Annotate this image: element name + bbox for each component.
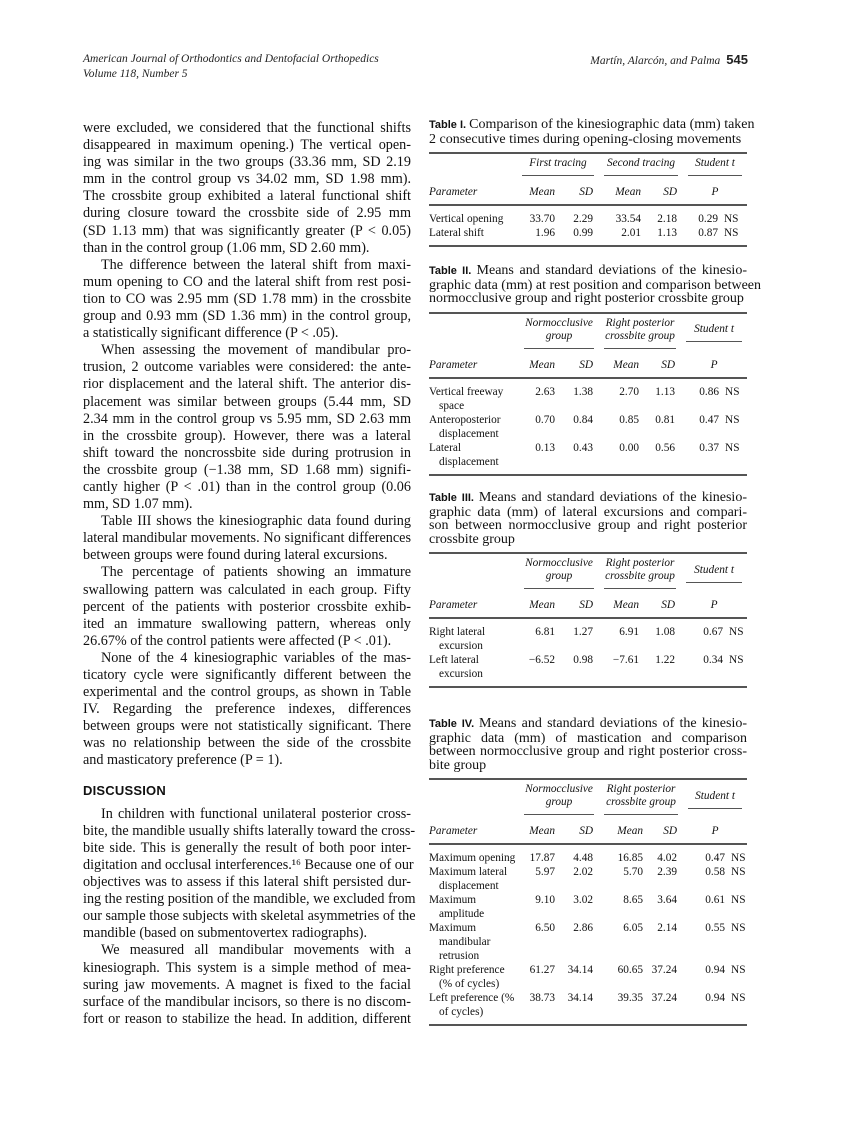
text-line: ing was similar in the two groups (33.36 mm, SD 2.19 [83, 154, 411, 171]
table-caption [429, 717, 747, 772]
table-caption [429, 263, 762, 306]
caption-line [429, 519, 747, 533]
group-header-label: Right posterior crossbite group [604, 557, 676, 589]
cell-value: −7.61 [612, 654, 640, 666]
column-header: Mean [519, 818, 561, 844]
cell-value: 0.99 [573, 227, 593, 239]
text-line: The percentage of patients showing an immature [101, 564, 411, 581]
left-column-body-text [83, 120, 416, 1028]
text-line: shift toward the noncrossbite side during protrusion in [83, 444, 411, 461]
table-row [429, 205, 747, 226]
text-line: mum opening to CO and the lateral shift from rest posi- [83, 273, 411, 290]
column-header: SD [561, 352, 599, 378]
column-header: SD [561, 592, 599, 618]
row-label: Vertical freeway space [429, 385, 504, 412]
cell-value: 2.01 [621, 227, 641, 239]
empty-header [429, 553, 519, 592]
table-row [429, 893, 747, 921]
cell-value: 2.14 [657, 922, 678, 934]
caption-text: Means and standard deviations of the kinesio- [476, 263, 747, 278]
text-line: 2.34 mm in the control group vs 5.95 mm, SD 2.63 mm [83, 410, 411, 427]
cell-value: 0.56 [655, 441, 676, 454]
caption-line [429, 533, 747, 547]
group-header-label: Student t [688, 157, 742, 176]
table-1 [429, 117, 755, 247]
text-line: swallowing pattern was calculated in each group. Fifty [83, 581, 411, 598]
text-line: in the crossbite group). However, there was a lateral [83, 427, 411, 444]
paragraph [83, 257, 411, 342]
data-table [429, 778, 747, 1026]
row-label: Maximum opening [429, 852, 516, 864]
text-line: ing the resting position of the mandible, we excluded from [83, 891, 416, 908]
caption-line [429, 732, 747, 746]
empty-header [429, 313, 519, 352]
column-header: Mean [599, 592, 645, 618]
text-line: objectives was to assess if this lateral shift persisted dur- [83, 874, 411, 891]
text-line: In children with functional unilateral posterior cross- [101, 805, 411, 822]
table-label: Table IV. [429, 718, 480, 730]
cell-value: 0.85 [619, 413, 640, 426]
cell-value: 0.00 [619, 441, 640, 454]
cell-value: 0.47 [699, 413, 720, 426]
cell-value: 1.13 [655, 385, 676, 398]
authors: Martín, Alarcón, and Palma [590, 55, 721, 67]
caption-text: graphic data (mm) of lateral excursions and compari- [429, 504, 747, 520]
cell-value: NS [731, 852, 746, 864]
paragraph [83, 805, 416, 943]
column-header: SD [561, 179, 599, 205]
table-label: Table III. [429, 492, 479, 504]
cell-value: NS [731, 866, 746, 878]
cell-value: 0.94 [705, 964, 726, 976]
caption-text: graphic data (mm) at rest position and comparison between [429, 277, 762, 293]
column-header: Mean [519, 352, 561, 378]
cell-value: 0.29 [698, 213, 718, 225]
text-line: were excluded, we considered that the functional shifts [83, 120, 411, 136]
cell-value: 34.14 [567, 992, 594, 1004]
table-row [429, 226, 747, 246]
journal-title: American Journal of Orthodontics and Dentofacial Orthopedics [83, 53, 379, 65]
group-header-label: Normocclusive group [524, 557, 594, 589]
group-header [517, 153, 599, 179]
group-header [599, 779, 683, 818]
text-line: surface of the mandibular incisors, so there is no discom- [83, 993, 411, 1010]
text-line: The difference between the lateral shift from maxi- [101, 256, 411, 273]
cell-value: 6.50 [535, 922, 555, 934]
section-heading: DISCUSSION [83, 782, 166, 798]
cell-value: NS [724, 227, 739, 239]
paragraph [83, 650, 411, 770]
column-header: SD [647, 179, 683, 205]
cell-value: 1.08 [655, 626, 676, 638]
cell-value: 4.02 [657, 852, 678, 864]
group-header-label: Right posterior crossbite group [604, 783, 678, 815]
cell-value: NS [729, 626, 744, 638]
column-header: Parameter [429, 818, 519, 844]
table-row [429, 653, 747, 687]
table-row [429, 413, 747, 441]
cell-value: NS [731, 992, 746, 1004]
caption-text: Means and standard deviations of the kinesio- [479, 716, 748, 731]
cell-value: 8.65 [623, 894, 644, 906]
data-table [429, 552, 747, 688]
text-line: The crossbite group exhibited a lateral functional shift [83, 188, 411, 205]
caption-line [429, 292, 747, 306]
cell-value: 2.63 [535, 385, 555, 398]
text-line: the crossbite group (−1.38 mm, SD 1.68 mm) signifi- [83, 461, 411, 478]
cell-value: 3.64 [657, 894, 678, 906]
column-header: P [683, 179, 747, 205]
cell-value: NS [729, 654, 744, 666]
table-caption [429, 491, 747, 546]
caption-text: crossbite group [429, 531, 515, 547]
cell-value: 38.73 [529, 992, 555, 1004]
text-line: IV. Regarding the preference indexes, differences [83, 701, 411, 718]
paragraph [83, 513, 411, 564]
cell-value: 2.39 [657, 866, 678, 878]
text-line: between groups were found during lateral excursions. [83, 547, 388, 564]
row-label: Left lateral excursion [429, 654, 483, 680]
cell-value: 1.22 [655, 654, 676, 666]
cell-value: 5.97 [535, 866, 555, 878]
cell-value: 2.18 [657, 213, 677, 225]
cell-value: 6.05 [623, 922, 644, 934]
text-line: cantly higher (P < .01) than in the control group (0.06 [83, 478, 411, 495]
cell-value: 0.13 [535, 441, 555, 454]
group-header-label: Normocclusive group [524, 783, 594, 815]
caption-text: Means and standard deviations of the kinesio- [478, 490, 747, 505]
cell-value: 0.98 [573, 654, 594, 666]
caption-line [429, 133, 747, 147]
cell-value: 0.55 [705, 922, 726, 934]
group-header-label: Normocclusive group [524, 317, 594, 349]
cell-value: 0.37 [699, 441, 720, 454]
cell-value: NS [725, 413, 740, 426]
group-header-label: Right posterior crossbite group [604, 317, 676, 349]
table-row [429, 921, 747, 963]
text-line: When assessing the movement of mandibular pro- [101, 342, 411, 359]
table-row [429, 618, 747, 653]
row-label: Right lateral excursion [429, 626, 486, 652]
row-label: Maximum lateral displacement [429, 866, 508, 892]
text-line: ited an immature swallowing pattern, whereas only [83, 615, 411, 632]
table-row [429, 844, 747, 865]
cell-value: 5.70 [623, 866, 644, 878]
text-line: disappeared in maximum opening.) The vertical open- [83, 137, 411, 154]
paragraph [83, 342, 411, 513]
table-row [429, 963, 747, 991]
cell-value: 1.13 [657, 227, 677, 239]
text-line: during closure toward the crossbite side of 2.95 mm [83, 205, 411, 222]
text-line: rior displacement and the lateral shift. The anterior dis- [83, 376, 411, 393]
group-header-label: First tracing [522, 157, 594, 176]
cell-value: 0.70 [535, 413, 555, 426]
caption-text: son between normocclusive group and right posterior [429, 518, 747, 533]
text-line: between groups were not statistically significant. There [83, 718, 411, 735]
cell-value: 2.02 [573, 866, 594, 878]
cell-value: 0.81 [655, 413, 676, 426]
group-header [519, 553, 599, 592]
data-table [429, 152, 747, 247]
text-line: ticatory cycle were significantly different between the [83, 667, 411, 683]
text-line: suring jaw movements. A magnet is fixed to the facial [83, 976, 411, 993]
text-line: digitation and occlusal interferences.¹⁶ Because one of our [83, 856, 414, 873]
cell-value: 0.61 [705, 894, 726, 906]
caption-line [429, 759, 747, 773]
column-header: Mean [599, 818, 649, 844]
cell-value: 34.14 [567, 964, 594, 976]
running-header-right [590, 52, 748, 69]
column-header: SD [645, 352, 681, 378]
group-header [519, 779, 599, 818]
row-label: Left preference (% of cycles) [429, 992, 515, 1018]
cell-value: 0.94 [705, 992, 726, 1004]
group-header-label: Student t [688, 790, 742, 809]
cell-value: 1.27 [573, 626, 594, 638]
column-header: Mean [599, 352, 645, 378]
cell-value: 37.24 [651, 992, 678, 1004]
table-row [429, 865, 747, 893]
table-label: Table II. [429, 265, 477, 277]
cell-value: 0.86 [699, 385, 720, 398]
cell-value: 4.48 [573, 852, 594, 864]
text-line: our sample those subjects with skeletal asymmetries of the [83, 908, 416, 925]
column-header: P [681, 592, 747, 618]
caption-text: normocclusive group and right posterior crossbite group [429, 291, 744, 306]
table-caption [429, 117, 755, 147]
column-header: P [683, 818, 747, 844]
caption-line [429, 277, 762, 293]
group-header [683, 779, 747, 818]
group-header [599, 313, 681, 352]
cell-value: 61.27 [529, 964, 555, 976]
cell-value: 3.02 [573, 894, 594, 906]
cell-value: NS [731, 964, 746, 976]
group-header-label: Student t [686, 323, 742, 342]
row-label: Vertical opening [429, 213, 504, 225]
cell-value: 0.58 [705, 866, 726, 878]
text-line: mm, SD 1.07 mm). [83, 496, 193, 513]
column-header: Mean [519, 592, 561, 618]
cell-value: 2.29 [573, 213, 593, 225]
text-line: We measured all mandibular movements with a [101, 942, 411, 959]
table-row [429, 378, 747, 413]
text-line: fort or reason to stabilize the head. In addition, different [83, 1010, 411, 1027]
caption-line [429, 717, 747, 732]
text-line: lateral mandibular movements. No significant differences [83, 530, 411, 547]
text-line: mandible (based on submentovertex radiographs). [83, 925, 368, 942]
cell-value: 6.91 [619, 626, 640, 638]
group-header [683, 153, 747, 179]
column-header: Parameter [429, 352, 519, 378]
cell-value: NS [731, 894, 746, 906]
cell-value: 33.54 [615, 213, 641, 225]
text-line: tion to CO was 2.95 mm (SD 1.78 mm) in the crossbite [83, 290, 411, 307]
cell-value: 60.65 [617, 964, 644, 976]
caption-text: Comparison of the kinesiographic data (mm) taken [469, 117, 755, 132]
cell-value: 2.86 [573, 922, 594, 934]
column-header: Parameter [429, 592, 519, 618]
group-header [599, 553, 681, 592]
row-label: Maximum mandibular retrusion [429, 922, 491, 962]
empty-header [429, 779, 519, 818]
cell-value: −6.52 [528, 654, 555, 666]
cell-value: 0.43 [573, 441, 594, 454]
cell-value: 1.38 [573, 385, 594, 398]
cell-value: NS [725, 441, 740, 454]
cell-value: 0.84 [573, 413, 594, 426]
cell-value: 37.24 [651, 964, 678, 976]
text-line: None of the 4 kinesiographic variables of the mas- [101, 649, 411, 666]
empty-header [429, 153, 517, 179]
group-header [599, 153, 683, 179]
column-header: Mean [599, 179, 647, 205]
data-table [429, 312, 747, 476]
row-label: Anteroposterior displacement [429, 413, 501, 440]
text-line: and masticatory preference (P = 1). [83, 752, 283, 769]
table-2 [429, 263, 762, 476]
caption-line [429, 264, 747, 279]
column-header: P [681, 352, 747, 378]
cell-value: 0.47 [705, 852, 726, 864]
cell-value: 16.85 [617, 852, 644, 864]
caption-text: graphic data (mm) of mastication and comparison [429, 730, 747, 746]
column-header: SD [645, 592, 681, 618]
paragraph [83, 564, 411, 649]
caption-line [429, 506, 747, 520]
cell-value: 2.70 [619, 385, 640, 398]
cell-value: 33.70 [529, 213, 555, 225]
row-label: Right preference (% of cycles) [429, 964, 505, 990]
cell-value: NS [731, 922, 746, 934]
cell-value: 9.10 [535, 894, 555, 906]
caption-line [429, 117, 755, 133]
cell-value: 39.35 [617, 992, 644, 1004]
text-line: placement was similar between groups (5.44 mm, SD [83, 393, 411, 410]
caption-text: between normocclusive group and right posterior cross- [429, 744, 747, 759]
row-label: Maximum amplitude [429, 894, 485, 920]
paragraph [83, 120, 411, 257]
text-line: Table III shows the kinesiographic data found during [101, 513, 411, 530]
text-line: kinesiograph. This system is a simple method of mea- [83, 959, 411, 976]
text-line: was no relationship between the side of the crossbite [83, 735, 411, 752]
text-line: experimental and the control groups, as shown in Table [83, 684, 411, 701]
cell-value: 1.96 [535, 227, 555, 239]
group-header [519, 313, 599, 352]
text-line: mm in the control group vs 34.02 mm, SD 1.98 mm). [83, 171, 411, 188]
journal-volume: Volume 118, Number 5 [83, 68, 188, 80]
group-header [681, 553, 747, 592]
text-line: than in the control group (1.06 mm, SD 2.60 mm). [83, 239, 370, 256]
table-row [429, 991, 747, 1025]
text-line: (SD 1.13 mm) that was significantly greater (P < 0.05) [83, 222, 411, 239]
text-line: bite side. This is generally the result of both poor inter- [83, 839, 411, 856]
table-3 [429, 491, 747, 688]
group-header [681, 313, 747, 352]
caption-text: bite group [429, 757, 487, 773]
text-line: trusion, 2 outcome variables were considered: the ante- [83, 359, 411, 376]
caption-line [429, 491, 747, 506]
text-line: percent of the patients with posterior crossbite exhib- [83, 598, 411, 615]
running-header-left [83, 52, 379, 82]
column-header: Mean [517, 179, 561, 205]
text-line: a statistically significant difference (P < .05). [83, 325, 339, 342]
row-label: Lateral displacement [429, 441, 499, 468]
text-line: 26.67% of the control patients were affected (P < .01). [83, 632, 392, 649]
table-row [429, 441, 747, 475]
text-line: group and 0.93 mm (SD 1.36 mm) in the control group, [83, 308, 411, 325]
cell-value: 0.67 [703, 626, 724, 638]
group-header-label: Second tracing [604, 157, 678, 176]
caption-line [429, 745, 747, 759]
cell-value: 6.81 [535, 626, 555, 638]
cell-value: 0.34 [703, 654, 724, 666]
text-line: bite, the mandible usually shifts laterally toward the cross- [83, 822, 416, 839]
cell-value: NS [725, 385, 740, 398]
column-header: SD [561, 818, 599, 844]
column-header: Parameter [429, 179, 517, 205]
group-header-label: Student t [686, 564, 742, 583]
cell-value: 0.87 [698, 227, 718, 239]
table-4 [429, 717, 747, 1026]
caption-text: 2 consecutive times during opening-closing movements [429, 131, 742, 147]
paragraph [83, 942, 411, 1027]
column-header: SD [649, 818, 683, 844]
page-number: 545 [726, 52, 748, 67]
table-label: Table I. [429, 119, 470, 131]
cell-value: 17.87 [529, 852, 555, 864]
cell-value: NS [724, 213, 739, 225]
row-label: Lateral shift [429, 227, 484, 239]
